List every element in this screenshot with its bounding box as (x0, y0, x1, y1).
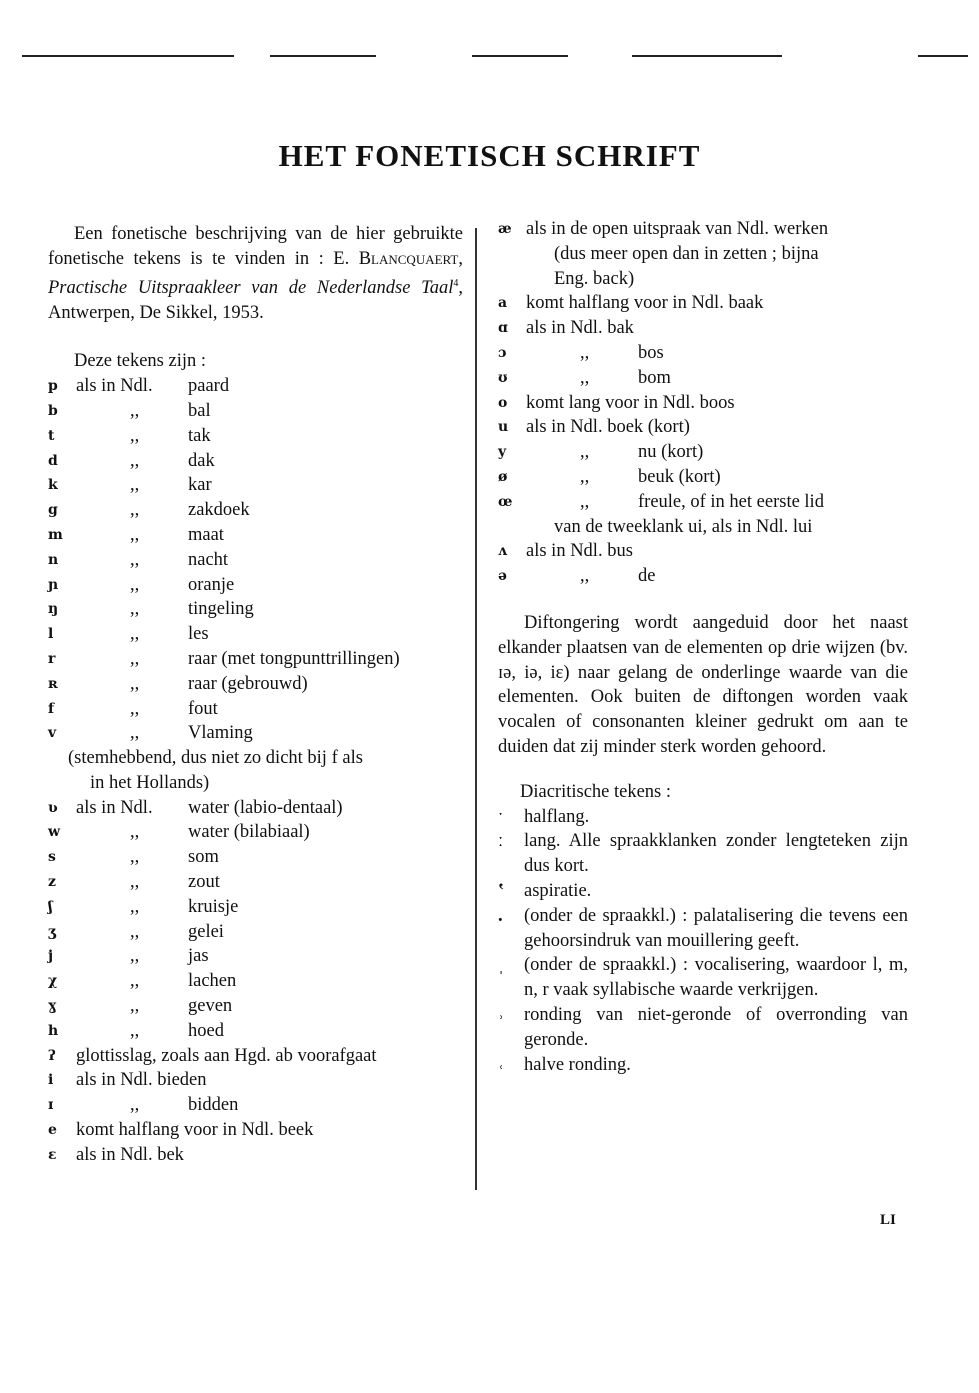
ditto-mark: ,, (130, 648, 140, 669)
symbol-entry (48, 1068, 463, 1093)
entry-text (76, 647, 463, 672)
example-word: lachen (188, 971, 237, 992)
entry-text (76, 622, 463, 647)
entry-description: als in Ndl. bak (526, 318, 634, 339)
entry-text (76, 1118, 463, 1143)
entry-text (76, 920, 463, 945)
left-symbol-list-3 (48, 1044, 463, 1168)
symbol-entry (48, 1093, 463, 1118)
ditto-mark: ,, (580, 342, 590, 363)
entry-text (76, 820, 463, 845)
entry-text (76, 944, 463, 969)
phonetic-symbol: l (48, 626, 54, 643)
entry-text (526, 341, 908, 366)
phonetic-symbol: ʋ (48, 799, 58, 816)
example-word: bal (188, 400, 211, 421)
entry-text (76, 697, 463, 722)
phonetic-symbol: w (48, 824, 61, 841)
phonetic-symbol: ʒ (48, 923, 56, 940)
right-column (498, 217, 908, 1077)
diacritic-entry (498, 1003, 908, 1053)
example-word: oranje (188, 574, 235, 595)
diacritic-description: halve ronding. (524, 1054, 631, 1075)
symbol-entry (48, 721, 463, 746)
ditto-mark: ,, (130, 996, 140, 1017)
ditto-mark: ,, (130, 872, 140, 893)
ditto-mark: ,, (580, 566, 590, 587)
symbol-entry (48, 969, 463, 994)
ditto-mark: ,, (130, 698, 140, 719)
phonetic-symbol: ʃ (48, 898, 53, 915)
symbol-entry (48, 548, 463, 573)
diacritic-entry (498, 879, 908, 904)
entry-text (76, 1044, 463, 1069)
diacritic-mark: ˑ (498, 806, 504, 827)
phonetic-symbol: ɣ (48, 998, 57, 1015)
phonetic-symbol: ɛ (48, 1146, 57, 1163)
entry-text (76, 399, 463, 424)
diphthong-paragraph: Diftongering wordt aangeduid door het naast elkander plaatsen van de elementen op drie wijzen (bv. ɪə, iə, iɛ) naar gelang de onderlinge waarde van die elementen. Ook buiten de diftongen worden vaak vocalen of consonanten kleiner gedrukt om aan te duiden dat zij minder sterk worden gehoord. (498, 612, 908, 757)
ditto-mark: ,, (130, 624, 140, 645)
example-word: raar (met tongpunttrillingen) (188, 648, 400, 669)
symbol-entry (48, 672, 463, 697)
example-word: nu (kort) (638, 442, 704, 463)
phonetic-symbol: ʊ (498, 369, 508, 386)
diacritic-entry (498, 1053, 908, 1078)
entry-prefix: als in Ndl. (76, 376, 153, 397)
phonetic-symbol: y (498, 444, 507, 461)
symbol-entry (48, 424, 463, 449)
diacritics-heading: Diacritische tekens : (520, 781, 672, 802)
example-word: som (188, 847, 219, 868)
entry-text (526, 564, 908, 589)
symbol-entry (48, 1019, 463, 1044)
v-note-1: (stemhebbend, dus niet zo dicht bij f als (68, 748, 363, 769)
phonetic-symbol: ɪ (48, 1097, 54, 1114)
ditto-mark: ,, (130, 921, 140, 942)
symbol-entry (48, 523, 463, 548)
symbol-entry (498, 217, 908, 291)
example-word: water (labio-dentaal) (188, 797, 343, 818)
top-rule-2 (270, 55, 376, 57)
symbol-entry (498, 341, 908, 366)
symbol-entry (48, 449, 463, 474)
ditto-mark: ,, (130, 475, 140, 496)
phonetic-symbol: s (48, 849, 56, 866)
symbol-entry (48, 622, 463, 647)
ditto-mark: ,, (130, 822, 140, 843)
symbol-entry (48, 796, 463, 821)
diacritic-description: (onder de spraakkl.) : palatalisering die tevens een gehoorsindruk van mouillering geeft. (524, 905, 908, 951)
example-word: kar (188, 475, 212, 496)
phonetic-symbol: m (48, 526, 63, 543)
diacritic-entry (498, 953, 908, 1003)
page-title: HET FONETISCH SCHRIFT (278, 138, 701, 173)
symbol-entry (48, 1118, 463, 1143)
symbol-entry (48, 1044, 463, 1069)
phonetic-symbol: æ (498, 221, 512, 237)
entry-text (76, 1019, 463, 1044)
ditto-mark: ,, (130, 549, 140, 570)
entry-text (76, 672, 463, 697)
example-word: Vlaming (188, 723, 253, 744)
entry-description: als in Ndl. bieden (76, 1070, 207, 1091)
ditto-mark: ,, (130, 425, 140, 446)
entry-text (526, 291, 908, 316)
ditto-mark: ,, (130, 971, 140, 992)
symbol-entry (498, 366, 908, 391)
entry-text (76, 374, 463, 399)
entry-text (526, 440, 908, 465)
diacritic-mark: ː (498, 831, 504, 852)
symbol-entry (48, 647, 463, 672)
symbol-entry (48, 473, 463, 498)
ditto-mark: ,, (580, 367, 590, 388)
example-word: dak (188, 450, 215, 471)
diacritic-description: lang. Alle spraakklanken zonder lengteteken zijn dus kort. (524, 831, 908, 877)
entry-description: glottisslag, zoals aan Hgd. ab voorafgaat (76, 1045, 377, 1066)
phonetic-symbol: χ (48, 973, 58, 990)
phonetic-symbol: a (498, 295, 508, 312)
example-word: les (188, 624, 209, 645)
example-word: maat (188, 524, 224, 545)
top-rule-1 (22, 55, 234, 57)
entry-description: komt halflang voor in Ndl. baak (526, 293, 764, 314)
phonetic-symbol: j (48, 948, 54, 965)
phonetic-symbol: e (48, 1122, 57, 1139)
example-word: kruisje (188, 896, 239, 917)
symbol-entry (498, 564, 908, 589)
entry-text (526, 391, 908, 416)
ditto-mark: ,, (130, 896, 140, 917)
entry-description: als in Ndl. boek (kort) (526, 417, 690, 438)
entry-text (76, 597, 463, 622)
symbol-entry (498, 440, 908, 465)
intro-text: Een fonetische beschrijving van de hier gebruikte fonetische tekens is te vinden in : E. (48, 224, 463, 269)
phonetic-symbol: u (498, 419, 509, 436)
entry-continuation: Eng. back) (554, 268, 635, 289)
phonetic-symbol: n (48, 551, 59, 568)
entry-text (76, 573, 463, 598)
entry-text (76, 523, 463, 548)
symbol-entry (498, 316, 908, 341)
intro-paragraph (48, 222, 463, 325)
diacritics-list (498, 805, 908, 1078)
phonetic-symbol: ɲ (48, 576, 59, 593)
entry-prefix: als in Ndl. (76, 797, 153, 818)
diacritic-mark: ʽ (498, 880, 505, 901)
diacritic-entry (498, 904, 908, 954)
phonetic-symbol: p (48, 378, 58, 395)
entry-description: als in Ndl. bek (76, 1144, 184, 1165)
ditto-mark: ,, (130, 574, 140, 595)
entry-text (76, 498, 463, 523)
entry-text (526, 217, 908, 291)
ditto-mark: ,, (130, 673, 140, 694)
symbol-entry (48, 498, 463, 523)
phonetic-symbol: ʌ (498, 543, 507, 560)
example-word: zout (188, 872, 220, 893)
symbol-entry (48, 920, 463, 945)
entry-description: als in de open uitspraak van Ndl. werken (526, 219, 829, 239)
symbol-entry (498, 490, 908, 540)
phonetic-symbol: z (48, 874, 56, 891)
diacritic-mark: . (498, 905, 503, 926)
ditto-mark: ,, (130, 500, 140, 521)
left-symbol-list (48, 374, 463, 746)
entry-text (526, 415, 908, 440)
symbol-entry (498, 465, 908, 490)
ditto-mark: ,, (130, 847, 140, 868)
phonetic-symbol: f (48, 700, 55, 717)
phonetic-symbol: h (48, 1022, 59, 1039)
entry-description: komt lang voor in Ndl. boos (526, 392, 735, 413)
entry-text (526, 366, 908, 391)
example-word: tingeling (188, 599, 254, 620)
phonetic-symbol: b (48, 402, 58, 419)
entry-continuation: (dus meer open dan in zetten ; bijna (554, 243, 819, 264)
ditto-mark: ,, (130, 400, 140, 421)
phonetic-symbol: o (498, 394, 508, 411)
ditto-mark: ,, (130, 450, 140, 471)
ditto-mark: ,, (580, 466, 590, 487)
example-word: paard (188, 376, 230, 397)
ditto-mark: ,, (130, 723, 140, 744)
ditto-mark: ,, (130, 524, 140, 545)
phonetic-symbol: r (48, 650, 56, 667)
entry-text (526, 465, 908, 490)
example-word: bom (638, 367, 671, 388)
example-word: tak (188, 425, 211, 446)
entry-text (526, 316, 908, 341)
example-word: de (638, 566, 656, 587)
entry-text (76, 473, 463, 498)
example-word: freule, of in het eerste lid (638, 491, 824, 512)
v-note-2: in het Hollands) (90, 772, 210, 793)
phonetic-symbol: ʔ (48, 1047, 56, 1064)
diacritic-description: halflang. (524, 806, 590, 827)
diacritic-description: aspiratie. (524, 880, 592, 901)
example-word: bidden (188, 1095, 239, 1116)
entry-text (76, 895, 463, 920)
phonetic-symbol: t (48, 427, 55, 444)
diacritic-description: ronding van niet-geronde of overronding van geronde. (524, 1004, 908, 1050)
symbol-entry (48, 597, 463, 622)
symbol-entry (48, 895, 463, 920)
page-number: LI (880, 1212, 896, 1228)
phonetic-symbol: ə (498, 568, 507, 585)
entry-text (76, 796, 463, 821)
example-word: jas (188, 946, 209, 967)
entry-text (76, 548, 463, 573)
entry-continuation: van de tweeklank ui, als in Ndl. lui (554, 516, 813, 537)
example-word: zakdoek (188, 500, 250, 521)
column-divider (475, 228, 477, 1190)
entry-text (76, 845, 463, 870)
symbol-entry (498, 291, 908, 316)
symbol-entry (48, 870, 463, 895)
entry-text (76, 1143, 463, 1168)
phonetic-symbol: k (48, 477, 58, 494)
example-word: raar (gebrouwd) (188, 673, 308, 694)
phonetic-symbol: i (48, 1072, 54, 1089)
example-word: gelei (188, 921, 224, 942)
phonetic-symbol: ʀ (48, 675, 58, 692)
symbol-entry (498, 539, 908, 564)
list-intro: Deze tekens zijn : (74, 351, 207, 372)
symbol-entry (48, 1143, 463, 1168)
left-column (48, 222, 463, 1168)
entry-text (526, 539, 908, 564)
phonetic-symbol: ŋ (48, 601, 59, 618)
ditto-mark: ,, (580, 491, 590, 512)
diacritic-entry (498, 829, 908, 879)
symbol-entry (48, 697, 463, 722)
symbol-entry (48, 845, 463, 870)
symbol-entry (48, 994, 463, 1019)
entry-description: komt halflang voor in Ndl. beek (76, 1120, 314, 1141)
example-word: nacht (188, 549, 229, 570)
entry-text (76, 1093, 463, 1118)
example-word: beuk (kort) (638, 466, 721, 487)
phonetic-symbol: ɑ (498, 320, 508, 337)
author-name: Blancquaert (358, 248, 459, 269)
phonetic-symbol: v (48, 725, 57, 742)
top-rule-4 (632, 55, 782, 57)
diacritic-description: (onder de spraakkl.) : vocalisering, waardoor l, m, n, r vaak syllabische waarde verkrijgen. (524, 955, 908, 1001)
symbol-entry (498, 391, 908, 416)
top-rule-3 (472, 55, 568, 57)
entry-text (76, 721, 463, 746)
ditto-mark: ,, (130, 599, 140, 620)
edition-mark: 4 (453, 277, 459, 289)
entry-text (526, 490, 908, 540)
phonetic-symbol: ø (498, 468, 508, 485)
example-word: fout (188, 698, 218, 719)
symbol-entry (48, 573, 463, 598)
left-symbol-list-2 (48, 796, 463, 1044)
example-word: water (bilabiaal) (188, 822, 310, 843)
ditto-mark: ,, (130, 946, 140, 967)
entry-text (76, 994, 463, 1019)
symbol-entry (48, 820, 463, 845)
intro-sep: , (458, 248, 463, 269)
symbol-entry (48, 374, 463, 399)
ditto-mark: ,, (580, 442, 590, 463)
example-word: geven (188, 996, 233, 1017)
symbol-entry (48, 944, 463, 969)
example-word: bos (638, 342, 664, 363)
ditto-mark: ,, (130, 1095, 140, 1116)
symbol-entry (498, 415, 908, 440)
diacritic-mark: ˒ (498, 1004, 505, 1025)
phonetic-symbol: œ (498, 493, 513, 510)
entry-text (76, 424, 463, 449)
entry-description: als in Ndl. bus (526, 541, 633, 562)
top-rule-5 (918, 55, 968, 57)
example-word: hoed (188, 1020, 224, 1041)
diacritic-mark: ˓ (498, 1054, 505, 1075)
entry-text (76, 449, 463, 474)
ditto-mark: ,, (130, 1020, 140, 1041)
book-title: Practische Uitspraakleer van de Nederlandse Taal (48, 277, 454, 298)
phonetic-symbol: g (48, 502, 58, 519)
entry-text (76, 969, 463, 994)
entry-text (76, 870, 463, 895)
intro-publisher: , Antwerpen, De Sikkel, 1953. (48, 277, 463, 323)
diacritic-entry (498, 805, 908, 830)
phonetic-symbol: d (48, 452, 58, 469)
diacritic-mark: ˌ (498, 955, 505, 976)
symbol-entry (48, 399, 463, 424)
phonetic-symbol: ɔ (498, 344, 507, 361)
right-symbol-list (498, 217, 908, 589)
entry-text (76, 1068, 463, 1093)
